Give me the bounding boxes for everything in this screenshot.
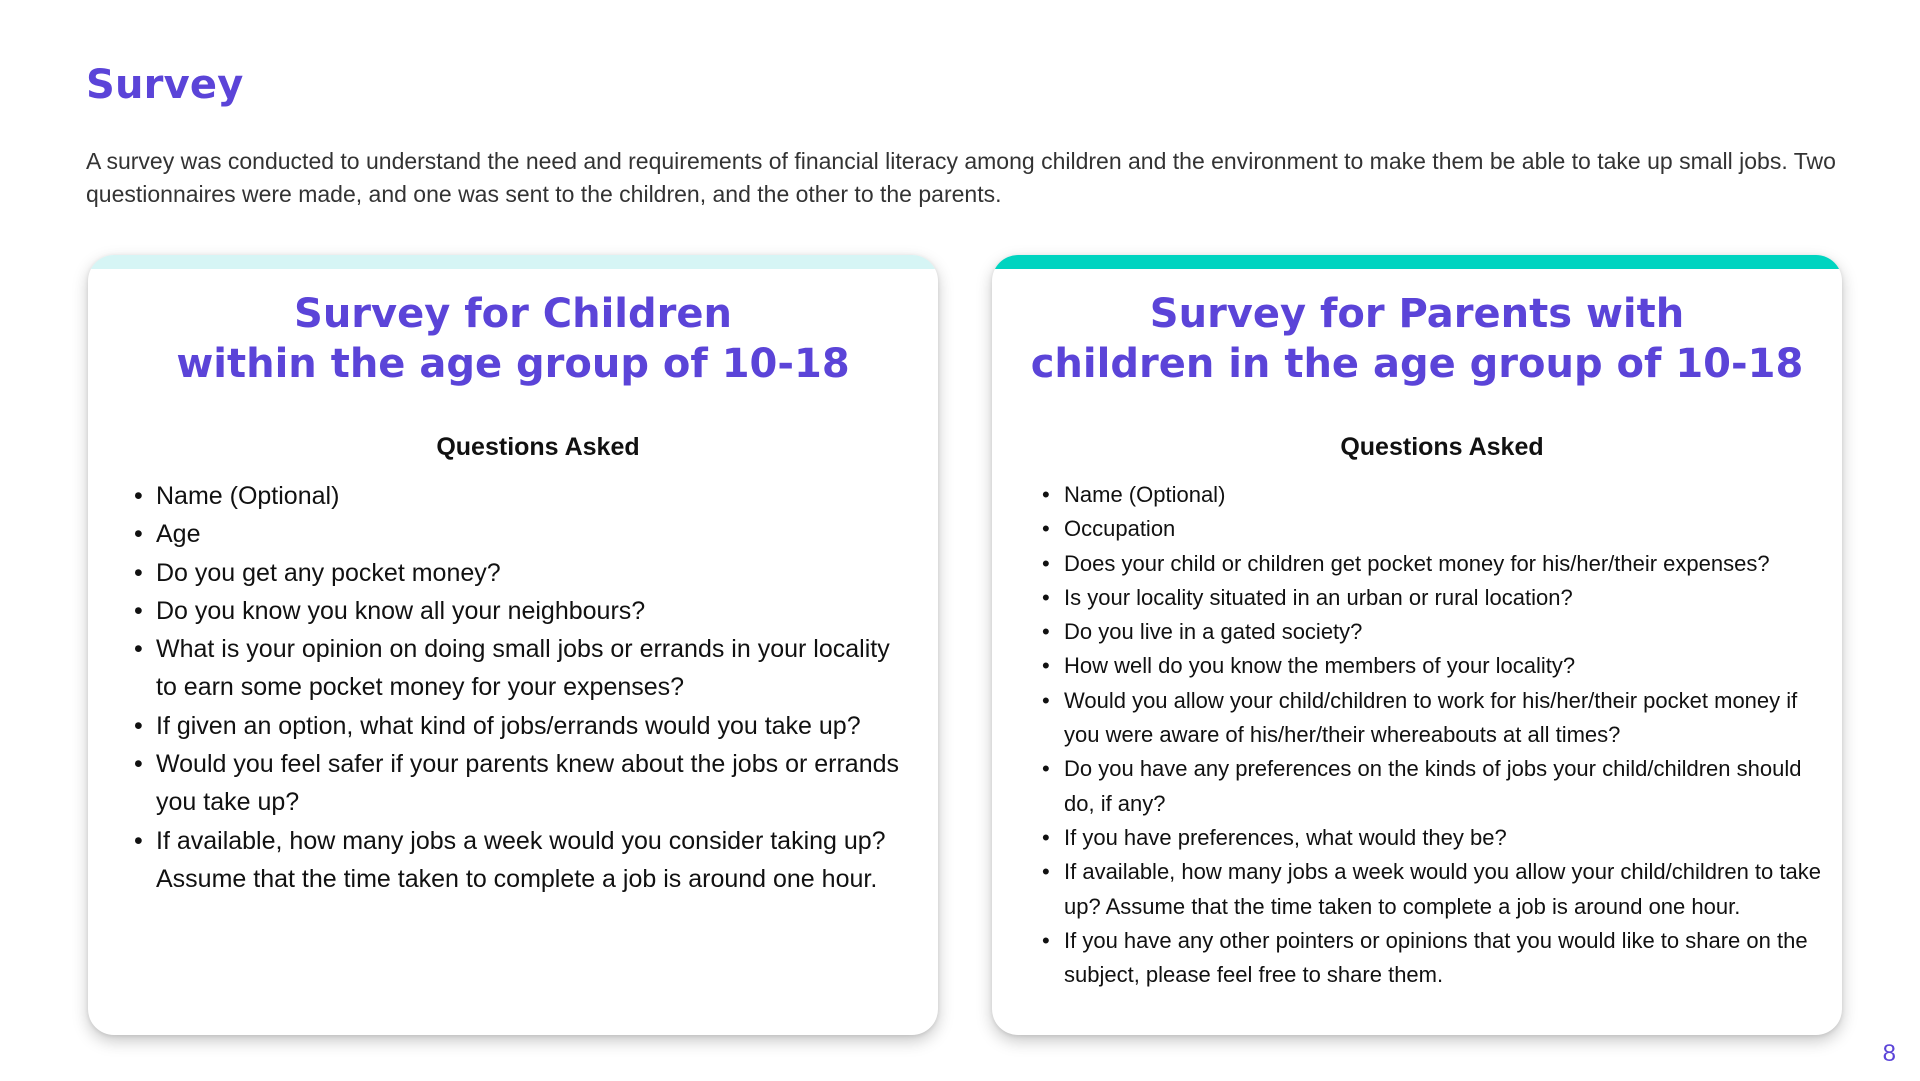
parents-survey-card	[992, 255, 1842, 1035]
list-item: • If you have preferences, what would they be?	[992, 821, 1822, 855]
list-item: • What is your opinion on doing small jobs or errands in your locality to earn some pocket money for your expenses?	[90, 630, 910, 707]
children-title-line1: Survey for Children	[294, 291, 732, 337]
parents-questions-list	[992, 478, 1822, 992]
list-item: • Name (Optional)	[90, 477, 910, 515]
list-item: • Occupation	[992, 512, 1822, 546]
children-title-line2: within the age group of 10-18	[176, 341, 850, 387]
list-item: • If available, how many jobs a week would you consider taking up? Assume that the time taken to complete a job is around one hour.	[90, 822, 910, 899]
list-item: • Would you allow your child/children to work for his/her/their pocket money if you were aware of his/her/their whereabouts at all times?	[992, 684, 1822, 753]
parents-title-line2: children in the age group of 10-18	[1030, 341, 1804, 387]
list-item: • If available, how many jobs a week would you allow your child/children to take up? Assume that the time taken to complete a job is around one hour.	[992, 855, 1822, 924]
children-questions-list	[90, 477, 910, 898]
parents-survey-title	[1012, 289, 1822, 389]
list-item: • Do you live in a gated society?	[992, 615, 1822, 649]
list-item: • Is your locality situated in an urban or rural location?	[992, 581, 1822, 615]
children-questions-heading: Questions Asked	[436, 433, 640, 461]
children-survey-card	[88, 255, 938, 1035]
page-number: 8	[1882, 1040, 1896, 1067]
list-item: • If given an option, what kind of jobs/errands would you take up?	[90, 707, 910, 745]
list-item: • Name (Optional)	[992, 478, 1822, 512]
children-survey-title	[108, 289, 918, 389]
parents-title-line1: Survey for Parents with	[1149, 291, 1685, 337]
list-item: • If you have any other pointers or opinions that you would like to share on the subject, please feel free to share them.	[992, 924, 1822, 993]
card-accent-bar	[88, 255, 938, 269]
list-item: • Does your child or children get pocket money for his/her/their expenses?	[992, 547, 1822, 581]
list-item: • Do you get any pocket money?	[90, 554, 910, 592]
parents-questions-heading: Questions Asked	[1340, 433, 1544, 461]
list-item: • Would you feel safer if your parents knew about the jobs or errands you take up?	[90, 745, 910, 822]
list-item: • Do you have any preferences on the kinds of jobs your child/children should do, if any?	[992, 752, 1822, 821]
list-item: • Do you know you know all your neighbours?	[90, 592, 910, 630]
page-title: Survey	[86, 62, 244, 108]
intro-paragraph: A survey was conducted to understand the need and requirements of financial literacy among children and the environment to make them be able to take up small jobs. Two questionnaires were made, and one was sent to the children, and the other to the parents.	[86, 148, 1836, 207]
card-accent-bar	[992, 255, 1842, 269]
list-item: • Age	[90, 515, 910, 553]
list-item: • How well do you know the members of your locality?	[992, 649, 1822, 683]
